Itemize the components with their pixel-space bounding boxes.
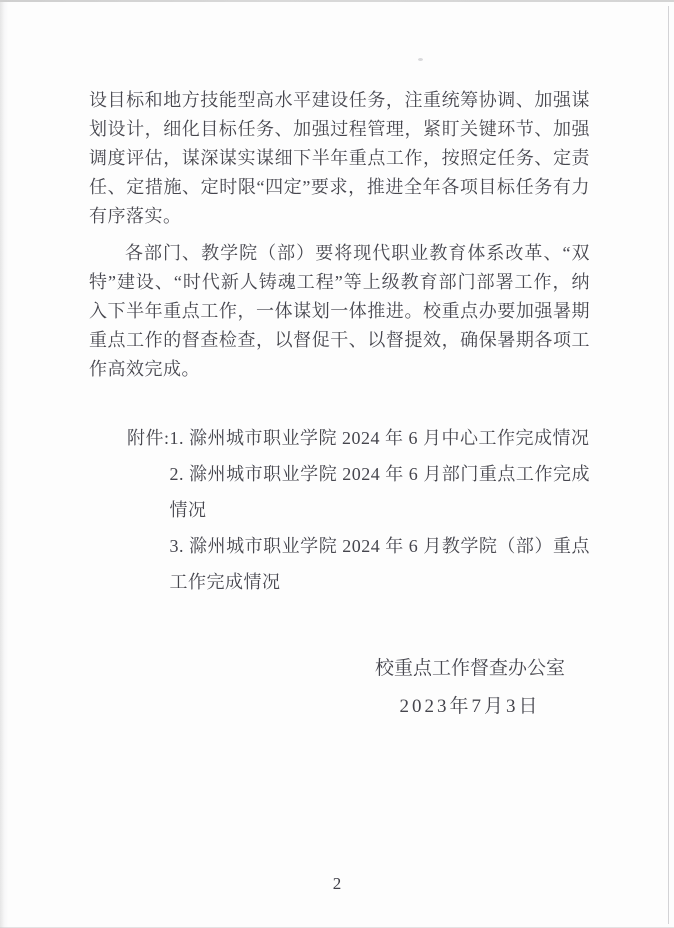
attachment-item-2: 2. 滁州城市职业学院 2024 年 6 月部门重点工作完成情况 [169,464,590,520]
scan-edge-left [0,2,8,928]
body-paragraph-2: 各部门、教学院（部）要将现代职业教育体系改革、“双特”建设、“时代新人铸魂工程”等上级教育部门部署工作，纳入下半年重点工作，一体谋划一体推进。校重点办要加强暑期重点工作的督查检查，以督促干、以督提效，确保暑期各项工作高效完成。 [89,243,590,379]
signature-date: 2023年7月3日 [399,696,541,717]
attachments-section [127,420,590,600]
attachment-item-1: 1. 滁州城市职业学院 2024 年 6 月中心工作完成情况 [169,428,590,448]
document-content [89,86,590,726]
body-paragraph-1: 设目标和地方技能型高水平建设任务，注重统筹协调、加强谋划设计，细化目标任务、加强过程管理，紧盯关键环节、加强调度评估，谋深谋实谋细下半年重点工作，按照定任务、定责任、定措施、定时限“四定”要求，推进全年各项目标任务有力有序落实。 [89,90,590,226]
signature-unit: 校重点工作督查办公室 [374,658,565,679]
attachment-item-3: 3. 滁州城市职业学院 2024 年 6 月教学院（部）重点工作完成情况 [169,536,590,592]
attachments-label: 附件: [127,428,170,448]
signature-block [375,650,565,726]
scan-smudge [418,58,423,61]
page-number: 2 [332,874,342,893]
scan-edge-top [0,0,674,2]
attachments-list [170,420,590,600]
scan-edge-right [668,6,669,924]
